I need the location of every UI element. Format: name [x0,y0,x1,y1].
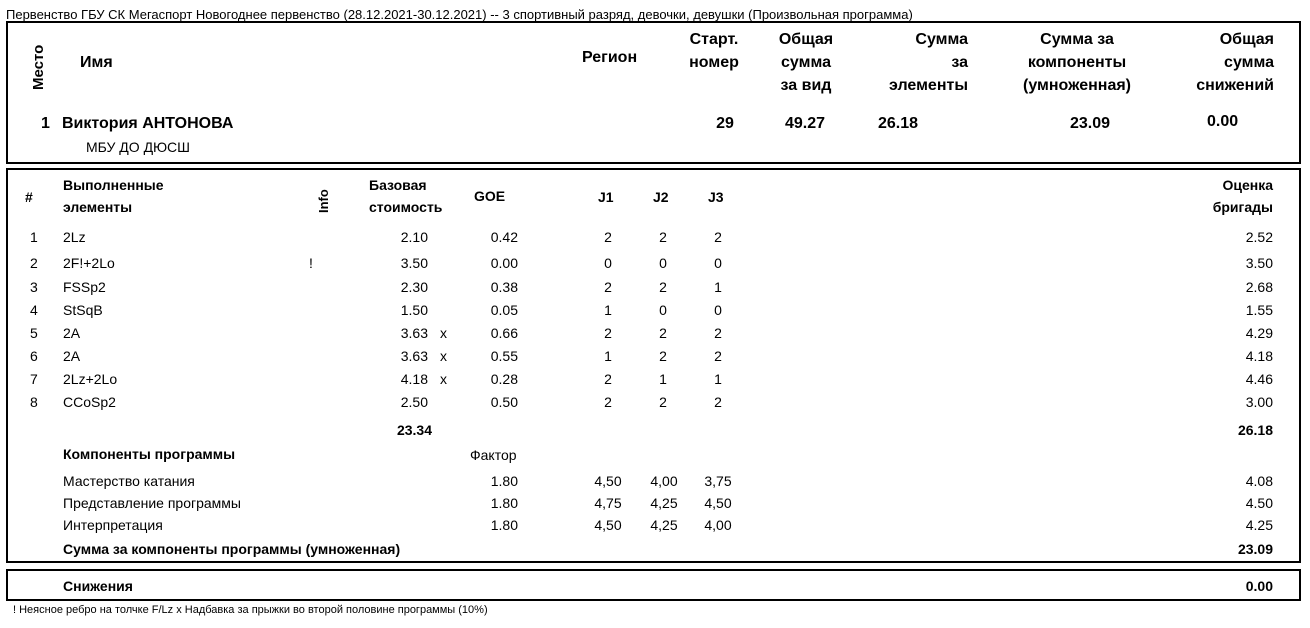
element-j1: 2 [604,279,612,295]
element-base-value: 2.10 [400,229,428,245]
col-info: Info [316,189,331,213]
element-goe: 0.42 [490,229,518,245]
header-region: Регион [582,49,638,66]
skater-deductions: 0.00 [1207,113,1239,130]
skater-name: Виктория АНТОНОВА [62,115,234,132]
element-j3: 1 [714,371,722,387]
element-base-value: 2.50 [400,394,428,410]
element-j3: 2 [714,394,722,410]
element-code: FSSp2 [63,279,106,295]
element-number: 2 [30,255,38,271]
element-panel-score: 2.68 [1245,279,1273,295]
element-j2: 2 [659,229,667,245]
element-goe: 0.38 [490,279,518,295]
component-j2: 4,25 [650,495,678,511]
header-elements-score: Сумма за элементы [889,31,968,94]
element-j3: 2 [714,348,722,364]
element-goe: 0.55 [490,348,518,364]
element-panel-score: 4.29 [1245,325,1273,341]
component-score: 4.50 [1245,495,1273,511]
deductions-total: 0.00 [1245,578,1273,594]
col-elements: Выполненные элементы [63,177,164,215]
components-header: Компоненты программы [63,446,236,462]
header-place: Место [30,44,47,90]
skater-place: 1 [41,115,50,132]
element-j1: 0 [604,255,612,271]
element-base-value: 3.63 [400,348,428,364]
components-total-label: Сумма за компоненты программы (умноженная) [63,541,401,557]
element-panel-score: 2.52 [1245,229,1273,245]
col-goe: GOE [474,188,506,204]
element-code: CCoSp2 [63,394,116,410]
element-j3: 1 [714,279,722,295]
element-j1: 1 [604,348,612,364]
col-number: # [25,189,33,205]
component-j3: 3,75 [704,473,732,489]
component-j2: 4,25 [650,517,678,533]
component-name: Представление программы [63,495,241,511]
deductions-label: Снижения [63,578,133,594]
element-goe: 0.00 [490,255,518,271]
header-deductions: Общая сумма снижений [1196,31,1274,94]
element-goe: 0.05 [490,302,518,318]
element-j3: 0 [714,302,722,318]
base-value-total: 23.34 [396,422,432,438]
element-number: 8 [30,394,38,410]
element-panel-score: 4.18 [1245,348,1273,364]
element-panel-score: 3.50 [1245,255,1273,271]
col-panel-score: Оценка бригады [1212,177,1273,215]
header-total-score: Общая сумма за вид [778,31,834,94]
element-j2: 2 [659,348,667,364]
component-factor: 1.80 [490,495,518,511]
element-bonus-mark: x [440,371,447,387]
element-base-value: 2.30 [400,279,428,295]
element-base-value: 3.50 [400,255,428,271]
element-j2: 2 [659,394,667,410]
header-components-score: Сумма за компоненты (умноженная) [1023,31,1131,94]
component-j3: 4,50 [704,495,732,511]
element-base-value: 4.18 [400,371,428,387]
component-name: Мастерство катания [63,473,195,489]
element-panel-score: 1.55 [1245,302,1273,318]
skater-elements-score: 26.18 [878,115,919,132]
element-base-value: 3.63 [400,325,428,341]
footnote: ! Неясное ребро на толчке F/Lz x Надбавка за прыжки во второй половине программы (10%) [13,604,488,616]
component-j1: 4,75 [594,495,622,511]
element-code: 2F!+2Lo [63,255,115,271]
element-j1: 2 [604,229,612,245]
element-j2: 2 [659,279,667,295]
component-factor: 1.80 [490,517,518,533]
element-j3: 2 [714,229,722,245]
skater-club: МБУ ДО ДЮСШ [86,139,190,155]
component-factor: 1.80 [490,473,518,489]
element-number: 3 [30,279,38,295]
element-panel-score: 3.00 [1245,394,1273,410]
factor-label: Фактор [470,447,517,463]
element-number: 7 [30,371,38,387]
elements-score-total: 26.18 [1237,422,1273,438]
element-j2: 1 [659,371,667,387]
event-title: Первенство ГБУ СК Мегаспорт Новогоднее первенство (28.12.2021-30.12.2021) -- 3 спортивный разряд, девочки, девушки (Произвольная программа) [6,7,913,22]
element-info: ! [309,255,313,271]
element-bonus-mark: x [440,325,447,341]
element-j1: 1 [604,302,612,318]
element-j1: 2 [604,325,612,341]
element-code: 2A [63,348,81,364]
element-number: 1 [30,229,38,245]
element-code: 2Lz+2Lo [63,371,118,387]
element-number: 5 [30,325,38,341]
element-j2: 2 [659,325,667,341]
components-total: 23.09 [1237,541,1273,557]
skater-total-score: 49.27 [784,115,826,132]
component-j3: 4,00 [704,517,732,533]
component-j1: 4,50 [594,517,622,533]
component-name: Интерпретация [63,517,163,533]
header-start-number: Старт. номер [689,31,739,71]
deductions-panel [6,569,1301,601]
element-code: StSqB [63,302,103,318]
component-score: 4.08 [1245,473,1273,489]
element-goe: 0.28 [490,371,518,387]
element-code: 2Lz [63,229,86,245]
skater-components-score: 23.09 [1069,115,1111,132]
element-j1: 2 [604,394,612,410]
component-j2: 4,00 [650,473,678,489]
component-j1: 4,50 [594,473,622,489]
component-score: 4.25 [1245,517,1273,533]
element-goe: 0.66 [490,325,518,341]
element-j1: 2 [604,371,612,387]
element-number: 6 [30,348,38,364]
element-number: 4 [30,302,38,318]
element-j2: 0 [659,302,667,318]
element-code: 2A [63,325,81,341]
col-j3: J3 [708,189,724,205]
col-base-value: Базовая стоимость [369,177,443,215]
col-j1: J1 [598,189,614,205]
col-j2: J2 [653,189,669,205]
element-panel-score: 4.46 [1245,371,1273,387]
element-j3: 0 [714,255,722,271]
element-bonus-mark: x [440,348,447,364]
header-name: Имя [80,54,113,71]
element-j2: 0 [659,255,667,271]
element-j3: 2 [714,325,722,341]
element-base-value: 1.50 [400,302,428,318]
element-goe: 0.50 [490,394,518,410]
skater-start-number: 29 [716,115,734,132]
